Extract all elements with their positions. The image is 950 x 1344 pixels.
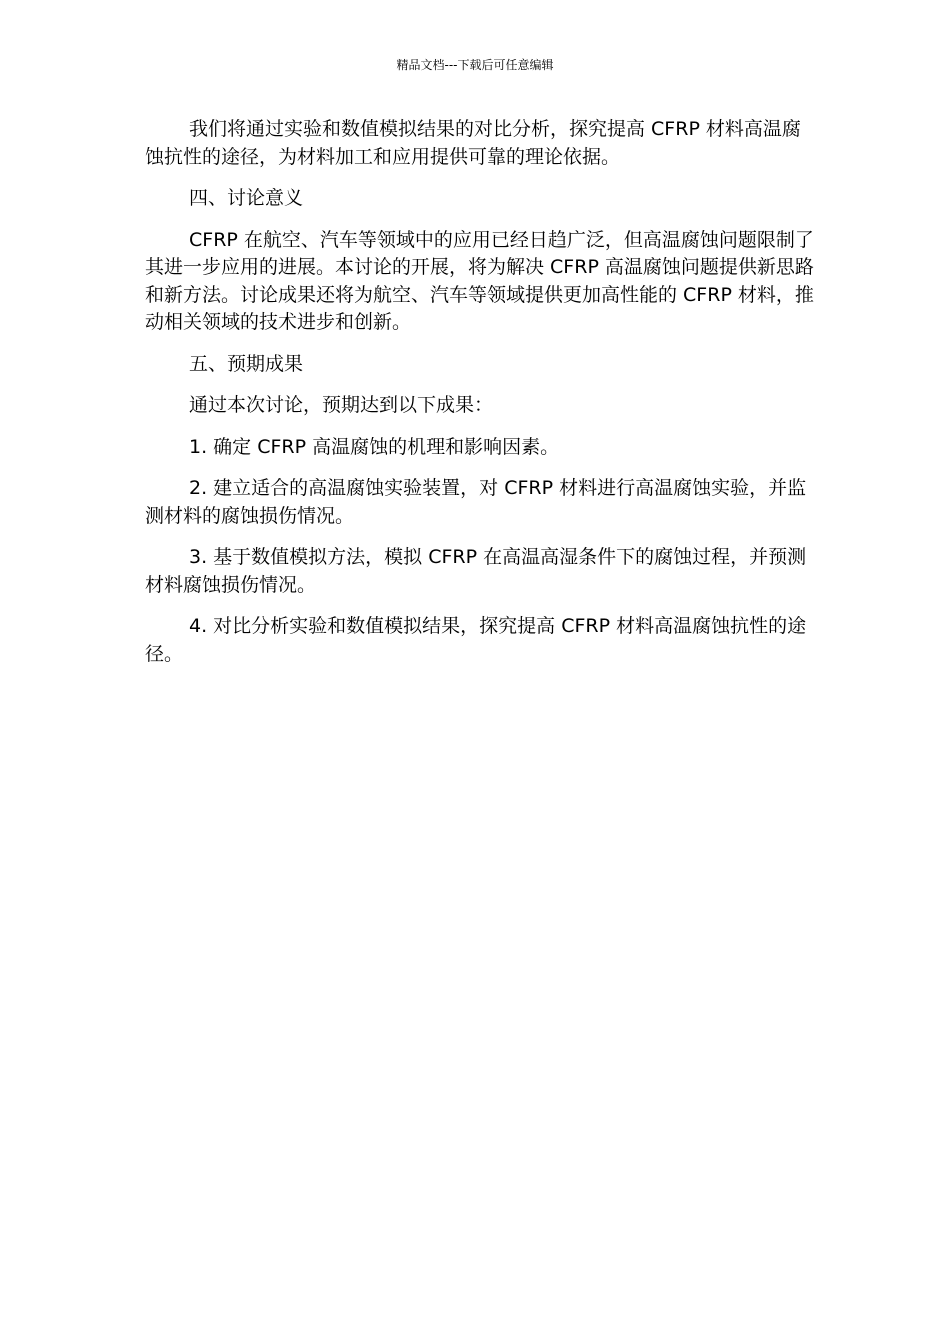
- list-item-result-3: 3. 基于数值模拟方法，模拟 CFRP 在高温高湿条件下的腐蚀过程，并预测材料腐蚀损伤情况。: [145, 546, 807, 596]
- list-item-result-1: 1. 确定 CFRP 高温腐蚀的机理和影响因素。: [189, 435, 560, 458]
- paragraph-significance: CFRP 在航空、汽车等领域中的应用已经日趋广泛，但高温腐蚀问题限制了其进一步应用的进展。本讨论的开展，将为解决 CFRP 高温腐蚀问题提供新思路和新方法。讨论成果还将为航空、汽车等领域提供更加高性能的 CFRP 材料，推动相关领域的技术进步和创新。: [145, 228, 814, 333]
- page-header: 精品文档---下载后可任意编辑: [396, 58, 554, 72]
- list-item-result-4: 4. 对比分析实验和数值模拟结果，探究提高 CFRP 材料高温腐蚀抗性的途径。: [145, 615, 807, 665]
- section-heading-discussion-significance: 四、讨论意义: [189, 187, 304, 209]
- paragraph-results-intro: 通过本次讨论，预期达到以下成果：: [189, 394, 494, 416]
- list-item-result-2: 2. 建立适合的高温腐蚀实验装置，对 CFRP 材料进行高温腐蚀实验，并监测材料的腐蚀损伤情况。: [145, 477, 807, 527]
- paragraph-comparison-analysis: 我们将通过实验和数值模拟结果的对比分析，探究提高 CFRP 材料高温腐蚀抗性的途径，为材料加工和应用提供可靠的理论依据。: [145, 118, 801, 168]
- section-heading-expected-results: 五、预期成果: [189, 352, 304, 375]
- document-body: [145, 116, 815, 682]
